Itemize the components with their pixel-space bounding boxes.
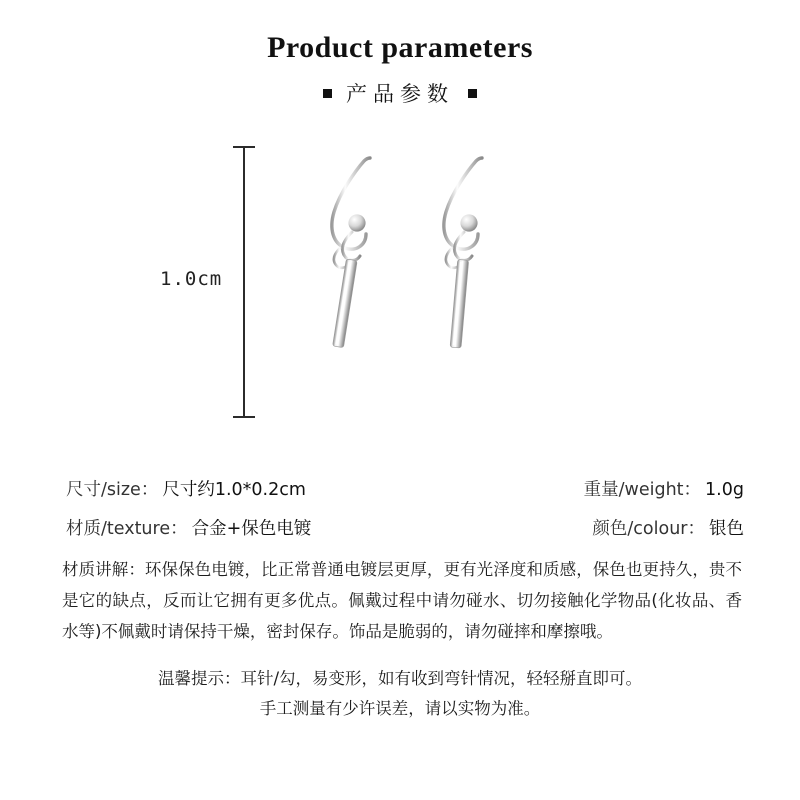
spec-weight-value: 1.0g [705,480,744,500]
footer-notes [0,664,800,724]
square-bullet-icon-right [468,89,477,98]
note-line-1: 温馨提示：耳针/勾，易变形，如有收到弯针情况，轻轻掰直即可。 [157,668,643,688]
product-image-area [0,128,800,458]
note-line-2: 手工测量有少许误差，请以实物为准。 [259,698,541,718]
page-title-english: Product parameters [267,31,533,64]
spec-texture-value: 合金+保色电镀 [191,519,312,539]
earring-right [444,158,482,348]
page-title-chinese: 产品参数 [346,82,454,106]
spec-row-size-weight [66,476,744,501]
earrings-photo [300,148,560,438]
spec-list [0,476,800,540]
material-description: 材质讲解：环保保色电镀，比正常普通电镀层更厚，更有光泽度和质感，保色也更持久，贵不是它的缺点，反而让它拥有更多优点。佩戴过程中请勿碰水、切勿接触化学物品(化妆品、香水等)不佩戴时请保持干燥，密封保存。饰品是脆弱的，请勿碰摔和摩擦哦。 [62,560,742,641]
spec-weight [584,476,744,501]
square-bullet-icon-left [323,89,332,98]
page-title-chinese-row [0,78,800,108]
spec-colour-value: 银色 [709,519,744,539]
spec-texture-key: 材质/texture： [66,519,188,539]
spec-size-key: 尺寸/size： [66,480,159,500]
measurement-label: 1.0cm [160,268,223,290]
spec-row-texture-colour [66,515,744,540]
spec-weight-key: 重量/weight： [583,480,702,500]
spec-size-value: 尺寸约1.0*0.2cm [162,480,306,500]
measurement-ruler [243,146,245,418]
spec-size [66,476,306,501]
earring-left [332,158,370,348]
spec-colour [592,515,744,540]
spec-colour-key: 颜色/colour： [592,519,705,539]
spec-texture [66,515,311,540]
